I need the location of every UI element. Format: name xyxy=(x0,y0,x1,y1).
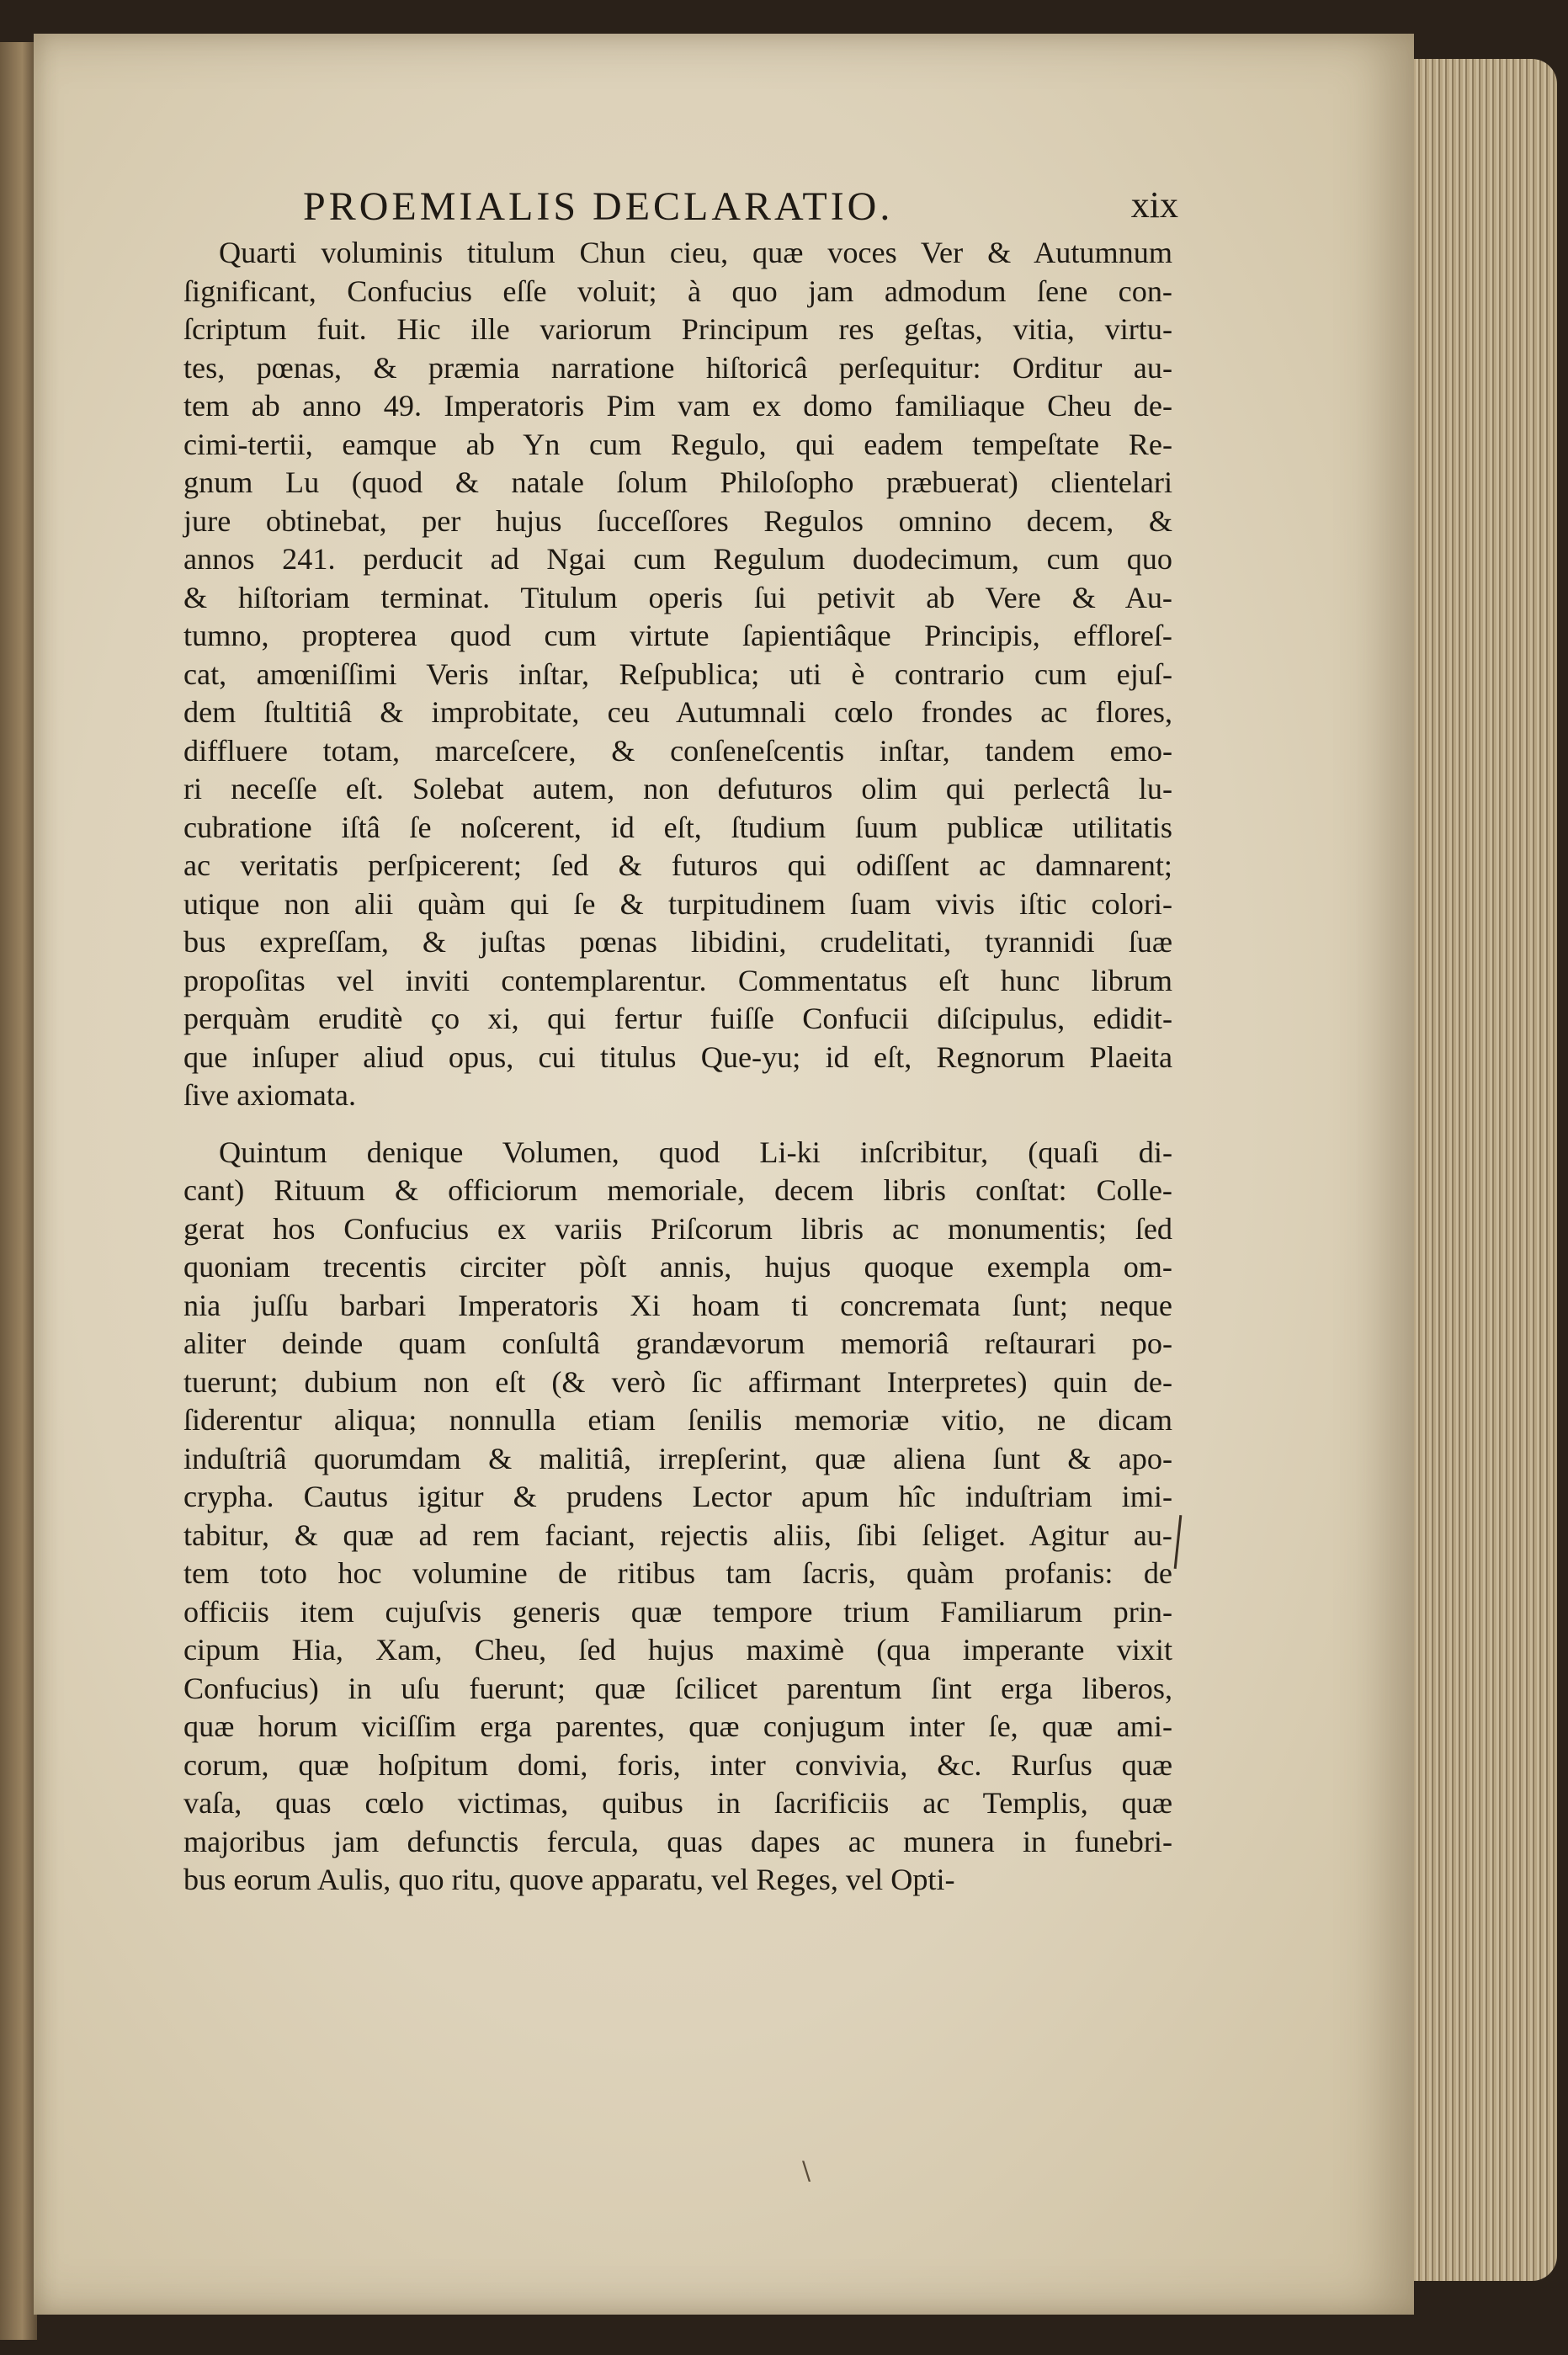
text-line: annos 241. perducit ad Ngai cum Regulum duodecimum, cum quo xyxy=(183,542,1172,576)
text-line: induſtriâ quorumdam & malitiâ, irrepſerint, quæ aliena ſunt & apo- xyxy=(183,1441,1172,1475)
text-line: tem ab anno 49. Imperatoris Pim vam ex domo familiaque Cheu de- xyxy=(183,389,1172,423)
text-line: ac veritatis perſpicerent; ſed & futuros qui odiſſent ac damnarent; xyxy=(183,848,1172,882)
text-line: majoribus jam defunctis fercula, quas dapes ac munera in funebri- xyxy=(183,1824,1172,1858)
text-line: officiis item cujuſvis generis quæ tempore trium Familiarum prin- xyxy=(183,1594,1172,1629)
paragraph-quintum-volumen xyxy=(183,1134,1172,1900)
text-line: Quintum denique Volumen, quod Li-ki inſcribitur, (quaſi di- xyxy=(219,1135,1172,1169)
text-line: cant) Rituum & officiorum memoriale, decem libris conſtat: Colle- xyxy=(183,1173,1172,1207)
text-line: crypha. Cautus igitur & prudens Lector apum hîc induſtriam imi- xyxy=(183,1480,1172,1513)
text-line: propoſitas vel inviti contemplarentur. Commentatus eſt hunc librum xyxy=(183,963,1172,997)
text-line: dem ſtultitiâ & improbitate, ceu Autumnali cœlo frondes ac flores, xyxy=(183,695,1172,729)
text-line: aliter deinde quam conſultâ grandævorum memoriâ reſtaurari po- xyxy=(183,1326,1172,1360)
text-line: cimi-tertii, eamque ab Yn cum Regulo, qui eadem tempeſtate Re- xyxy=(183,427,1172,461)
previous-page-edge xyxy=(0,42,37,2340)
running-title: PROEMIALIS DECLARATIO. xyxy=(303,184,894,229)
body-text xyxy=(183,234,1172,1900)
text-line: Quarti voluminis titulum Chun cieu, quæ voces Ver & Autumnum xyxy=(219,236,1172,269)
text-line: corum, quæ hoſpitum domi, foris, inter convivia, &c. Rurſus quæ xyxy=(183,1747,1172,1782)
text-line: que inſuper aliud opus, cui titulus Que-yu; id eſt, Regnorum Plaeita xyxy=(183,1039,1172,1074)
text-line: jure obtinebat, per hujus ſucceſſores Regulos omnino decem, & xyxy=(183,503,1172,538)
text-line: ſiderentur aliqua; nonnulla etiam ſenilis memoriæ vitio, ne dicam xyxy=(183,1403,1172,1437)
book-fore-edge xyxy=(1389,59,1557,2281)
text-line: ſcriptum fuit. Hic ille variorum Principum res geſtas, vitia, virtu- xyxy=(183,312,1172,346)
stray-ink-mark: \ xyxy=(802,2156,811,2186)
text-line: quoniam trecentis circiter pòſt annis, hujus quoque exempla om- xyxy=(183,1250,1172,1284)
text-line: utique non alii quàm qui ſe & turpitudinem ſuam vivis iſtic colori- xyxy=(183,886,1172,921)
text-line: diffluere totam, marceſcere, & conſeneſcentis inſtar, tandem emo- xyxy=(183,733,1172,768)
text-line: ſignificant, Confucius eſſe voluit; à quo jam admodum ſene con- xyxy=(183,274,1172,308)
text-line: tuerunt; dubium non eſt (& verò ſic affirmant Interpretes) quin de- xyxy=(183,1364,1172,1399)
text-line: vaſa, quas cœlo victimas, quibus in ſacrificiis ac Templis, quæ xyxy=(183,1786,1172,1820)
text-line: perquàm eruditè ço xi, qui fertur fuiſſe Confucii diſcipulus, edidit- xyxy=(183,1002,1172,1035)
text-line: tumno, propterea quod cum virtute ſapientiâque Principis, effloreſ- xyxy=(183,619,1172,652)
text-line: quæ horum viciſſim erga parentes, quæ conjugum inter ſe, quæ ami- xyxy=(183,1709,1172,1743)
text-line: cat, amœniſſimi Veris inſtar, Reſpublica; uti è contrario cum ejuſ- xyxy=(183,657,1172,691)
text-line: ri neceſſe eſt. Solebat autem, non defuturos olim qui perlectâ lu- xyxy=(183,772,1172,805)
text-line: Confucius) in uſu fuerunt; quæ ſcilicet parentum ſint erga liberos, xyxy=(183,1671,1172,1705)
text-line: nia juſſu barbari Imperatoris Xi hoam ti concremata ſunt; neque xyxy=(183,1288,1172,1322)
text-line: cipum Hia, Xam, Cheu, ſed hujus maximè (qua imperante vixit xyxy=(183,1633,1172,1667)
paragraph-quarti-voluminis xyxy=(183,234,1172,1115)
text-line: bus eorum Aulis, quo ritu, quove apparatu, vel Reges, vel Opti- xyxy=(183,1863,955,1896)
text-line: gnum Lu (quod & natale ſolum Philoſopho præbuerat) clientelari xyxy=(183,465,1172,499)
text-line: tem toto hoc volumine de ritibus tam ſacris, quàm profanis: de xyxy=(183,1556,1172,1590)
page-header xyxy=(303,183,1178,234)
text-line: tabitur, & quæ ad rem faciant, rejectis aliis, ſibi ſeliget. Agitur au- xyxy=(183,1518,1172,1552)
text-line: & hiſtoriam terminat. Titulum operis ſui petivit ab Vere & Au- xyxy=(183,580,1172,614)
text-line: bus expreſſam, & juſtas pœnas libidini, crudelitati, tyrannidi ſuæ xyxy=(183,925,1172,959)
text-line: cubratione iſtâ ſe noſcerent, id eſt, ſtudium ſuum publicæ utilitatis xyxy=(183,810,1172,844)
text-line: ſive axiomata. xyxy=(183,1078,356,1112)
text-line: gerat hos Confucius ex variis Priſcorum libris ac monumentis; ſed xyxy=(183,1211,1172,1246)
text-line: tes, pœnas, & præmia narratione hiſtoricâ perſequitur: Orditur au- xyxy=(183,350,1172,385)
page-number: xix xyxy=(1130,184,1178,226)
